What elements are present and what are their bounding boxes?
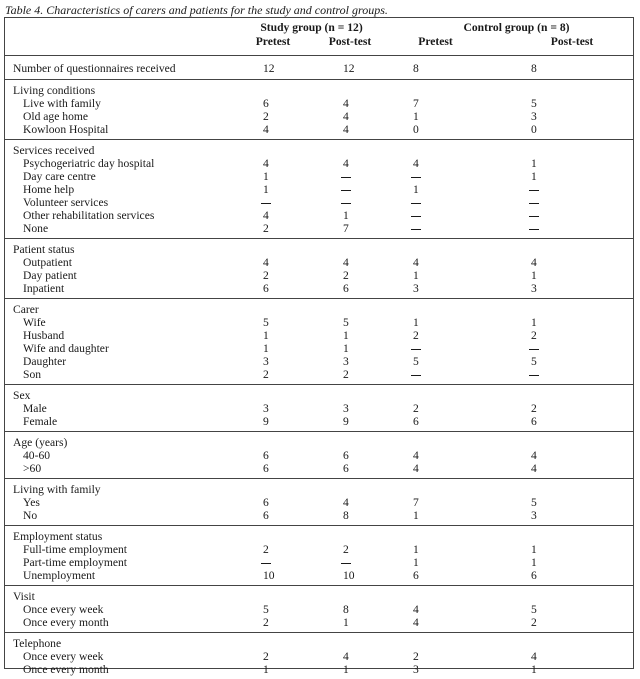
dash-mark xyxy=(411,203,421,204)
table-body xyxy=(4,56,634,679)
study-posttest-cell xyxy=(310,479,389,497)
control-pretest-cell xyxy=(389,196,470,209)
dash-mark xyxy=(529,375,539,376)
group-label: Living with family xyxy=(4,479,232,497)
group-label: Patient status xyxy=(4,239,232,257)
study-pretest-cell xyxy=(232,80,310,98)
study-posttest-cell: 2 xyxy=(310,269,389,282)
row-label: Son xyxy=(4,368,232,385)
table-row xyxy=(4,170,634,183)
row-label: Kowloon Hospital xyxy=(4,123,232,140)
control-pretest-cell: 4 xyxy=(389,462,470,479)
row-label: None xyxy=(4,222,232,239)
row-label: Home help xyxy=(4,183,232,196)
study-pretest-cell: 6 xyxy=(232,282,310,299)
row-label: Part-time employment xyxy=(4,556,232,569)
control-posttest-cell xyxy=(470,209,634,222)
control-pretest-cell: 5 xyxy=(389,355,470,368)
table-row xyxy=(4,256,634,269)
study-posttest-cell: 6 xyxy=(310,449,389,462)
study-posttest-cell xyxy=(310,586,389,604)
study-pretest-cell: 4 xyxy=(232,157,310,170)
group-label: Employment status xyxy=(4,526,232,544)
control-pretest-cell: 4 xyxy=(389,256,470,269)
study-pretest-cell: 5 xyxy=(232,316,310,329)
study-posttest-cell: 6 xyxy=(310,462,389,479)
row-label: Other rehabilitation services xyxy=(4,209,232,222)
study-pretest-cell: 9 xyxy=(232,415,310,432)
control-pretest-cell: 4 xyxy=(389,616,470,633)
study-posttest-cell: 1 xyxy=(310,329,389,342)
study-posttest-cell: 1 xyxy=(310,616,389,633)
group-header-row xyxy=(4,633,634,651)
control-posttest-cell: 1 xyxy=(470,316,634,329)
study-pretest-cell: 12 xyxy=(232,56,310,80)
control-pretest-cell xyxy=(389,80,470,98)
control-posttest-cell: 4 xyxy=(470,256,634,269)
table-row xyxy=(4,110,634,123)
header-blank-2 xyxy=(4,35,232,56)
row-label: Yes xyxy=(4,496,232,509)
control-pretest-cell: 3 xyxy=(389,282,470,299)
study-posttest-cell: 6 xyxy=(310,282,389,299)
study-posttest-cell: 1 xyxy=(310,342,389,355)
control-pretest-cell xyxy=(389,342,470,355)
table-row xyxy=(4,415,634,432)
control-posttest-cell xyxy=(470,432,634,450)
row-label: Number of questionnaires received xyxy=(4,56,232,80)
study-pretest-cell xyxy=(232,432,310,450)
row-label: Husband xyxy=(4,329,232,342)
control-posttest-cell: 1 xyxy=(470,157,634,170)
row-label: Wife xyxy=(4,316,232,329)
row-label: Once every month xyxy=(4,663,232,679)
study-pretest-cell: 2 xyxy=(232,368,310,385)
study-pretest-cell: 4 xyxy=(232,209,310,222)
control-pretest-cell xyxy=(389,209,470,222)
control-posttest-cell: 2 xyxy=(470,616,634,633)
table-row xyxy=(4,97,634,110)
control-pretest-cell xyxy=(389,368,470,385)
control-pretest-cell: 1 xyxy=(389,316,470,329)
study-pretest-cell: 3 xyxy=(232,355,310,368)
control-posttest-cell: 3 xyxy=(470,282,634,299)
control-pretest-cell: 1 xyxy=(389,509,470,526)
study-posttest-cell: 4 xyxy=(310,110,389,123)
control-pretest-cell xyxy=(389,479,470,497)
control-posttest-cell xyxy=(470,239,634,257)
dash-mark xyxy=(411,177,421,178)
control-posttest-cell: 6 xyxy=(470,569,634,586)
table-row xyxy=(4,355,634,368)
study-posttest-cell xyxy=(310,239,389,257)
study-pretest-cell: 2 xyxy=(232,110,310,123)
row-label: Male xyxy=(4,402,232,415)
table-row xyxy=(4,368,634,385)
table-row xyxy=(4,282,634,299)
table-row xyxy=(4,402,634,415)
control-pretest-cell: 6 xyxy=(389,415,470,432)
study-pretest-cell: 2 xyxy=(232,269,310,282)
study-posttest-cell xyxy=(310,556,389,569)
control-pretest-cell: 4 xyxy=(389,449,470,462)
control-pretest-cell xyxy=(389,526,470,544)
study-posttest-cell: 10 xyxy=(310,569,389,586)
dash-mark xyxy=(411,216,421,217)
table-row xyxy=(4,449,634,462)
group-header-row xyxy=(4,80,634,98)
study-posttest-cell: 1 xyxy=(310,209,389,222)
control-posttest-cell xyxy=(470,526,634,544)
row-label: Old age home xyxy=(4,110,232,123)
group-label: Telephone xyxy=(4,633,232,651)
control-pretest-cell: 1 xyxy=(389,543,470,556)
study-posttest-cell xyxy=(310,385,389,403)
study-pretest-cell xyxy=(232,196,310,209)
study-posttest-cell xyxy=(310,140,389,158)
row-label: Inpatient xyxy=(4,282,232,299)
study-posttest-cell xyxy=(310,299,389,317)
row-label: Live with family xyxy=(4,97,232,110)
control-posttest-cell xyxy=(470,183,634,196)
study-pretest-cell: 1 xyxy=(232,663,310,679)
control-pretest-cell: 7 xyxy=(389,97,470,110)
dash-mark xyxy=(341,177,351,178)
study-pretest-cell xyxy=(232,526,310,544)
dash-mark xyxy=(341,190,351,191)
study-pretest-cell: 6 xyxy=(232,449,310,462)
study-posttest-cell xyxy=(310,196,389,209)
study-pretest-cell xyxy=(232,586,310,604)
control-posttest-cell: 1 xyxy=(470,663,634,679)
control-posttest-cell: 3 xyxy=(470,509,634,526)
control-pretest-cell xyxy=(389,586,470,604)
study-pretest-cell: 1 xyxy=(232,170,310,183)
row-label: 40-60 xyxy=(4,449,232,462)
table-row xyxy=(4,123,634,140)
table-row xyxy=(4,543,634,556)
study-pretest-cell: 6 xyxy=(232,496,310,509)
study-posttest-cell xyxy=(310,633,389,651)
study-pretest-cell xyxy=(232,479,310,497)
control-pretest-cell: 1 xyxy=(389,556,470,569)
group-header-row xyxy=(4,432,634,450)
table-row xyxy=(4,616,634,633)
group-label: Visit xyxy=(4,586,232,604)
dash-mark xyxy=(529,216,539,217)
control-posttest-cell xyxy=(470,196,634,209)
study-posttest-cell: 4 xyxy=(310,123,389,140)
control-pretest-cell: 2 xyxy=(389,329,470,342)
study-pretest-cell xyxy=(232,140,310,158)
control-posttest-cell: 4 xyxy=(470,462,634,479)
table-row xyxy=(4,209,634,222)
study-pretest-cell: 4 xyxy=(232,256,310,269)
control-pretest-cell: 1 xyxy=(389,269,470,282)
control-posttest-cell: 4 xyxy=(470,449,634,462)
control-pretest-cell xyxy=(389,239,470,257)
study-posttest-cell: 8 xyxy=(310,603,389,616)
header-control-group: Control group (n = 8) xyxy=(389,17,634,35)
study-pretest-cell: 4 xyxy=(232,123,310,140)
group-header-row xyxy=(4,385,634,403)
group-header-row xyxy=(4,239,634,257)
control-posttest-cell xyxy=(470,385,634,403)
study-posttest-cell: 4 xyxy=(310,496,389,509)
dash-mark xyxy=(411,229,421,230)
control-posttest-cell: 5 xyxy=(470,355,634,368)
study-pretest-cell: 6 xyxy=(232,462,310,479)
table-row xyxy=(4,462,634,479)
group-label: Sex xyxy=(4,385,232,403)
study-posttest-cell: 7 xyxy=(310,222,389,239)
study-posttest-cell: 9 xyxy=(310,415,389,432)
row-label: Daughter xyxy=(4,355,232,368)
dash-mark xyxy=(529,229,539,230)
control-pretest-cell: 2 xyxy=(389,650,470,663)
row-label: Female xyxy=(4,415,232,432)
control-posttest-cell: 1 xyxy=(470,543,634,556)
control-posttest-cell xyxy=(470,299,634,317)
control-posttest-cell xyxy=(470,479,634,497)
row-label: Once every week xyxy=(4,650,232,663)
study-posttest-cell: 8 xyxy=(310,509,389,526)
study-pretest-cell xyxy=(232,633,310,651)
control-posttest-cell: 6 xyxy=(470,415,634,432)
table-row xyxy=(4,196,634,209)
study-posttest-cell: 4 xyxy=(310,256,389,269)
study-pretest-cell: 3 xyxy=(232,402,310,415)
dash-mark xyxy=(341,563,351,564)
study-pretest-cell: 6 xyxy=(232,509,310,526)
study-posttest-cell xyxy=(310,432,389,450)
control-posttest-cell: 4 xyxy=(470,650,634,663)
header-control-pretest: Pretest xyxy=(389,35,470,56)
control-posttest-cell xyxy=(470,368,634,385)
control-posttest-cell xyxy=(470,140,634,158)
study-posttest-cell: 4 xyxy=(310,650,389,663)
header-study-pretest: Pretest xyxy=(232,35,310,56)
table-row xyxy=(4,650,634,663)
control-posttest-cell: 5 xyxy=(470,496,634,509)
study-posttest-cell xyxy=(310,526,389,544)
row-label: Day care centre xyxy=(4,170,232,183)
control-pretest-cell: 1 xyxy=(389,183,470,196)
table-row xyxy=(4,603,634,616)
study-pretest-cell: 2 xyxy=(232,616,310,633)
header-study-posttest: Post-test xyxy=(310,35,389,56)
dash-mark xyxy=(261,203,271,204)
control-pretest-cell: 1 xyxy=(389,110,470,123)
control-pretest-cell: 7 xyxy=(389,496,470,509)
study-pretest-cell: 5 xyxy=(232,603,310,616)
control-pretest-cell xyxy=(389,140,470,158)
control-pretest-cell: 6 xyxy=(389,569,470,586)
dash-mark xyxy=(529,190,539,191)
table-row xyxy=(4,663,634,679)
group-label: Age (years) xyxy=(4,432,232,450)
study-pretest-cell xyxy=(232,299,310,317)
study-posttest-cell: 1 xyxy=(310,663,389,679)
study-posttest-cell: 2 xyxy=(310,368,389,385)
study-pretest-cell: 1 xyxy=(232,342,310,355)
study-posttest-cell xyxy=(310,170,389,183)
control-pretest-cell xyxy=(389,432,470,450)
study-pretest-cell: 1 xyxy=(232,329,310,342)
study-posttest-cell: 12 xyxy=(310,56,389,80)
control-posttest-cell: 1 xyxy=(470,170,634,183)
control-pretest-cell: 2 xyxy=(389,402,470,415)
study-posttest-cell: 4 xyxy=(310,97,389,110)
table-row xyxy=(4,509,634,526)
header-control-posttest: Post-test xyxy=(470,35,634,56)
header-study-group: Study group (n = 12) xyxy=(232,17,389,35)
table-row xyxy=(4,157,634,170)
group-header-row xyxy=(4,586,634,604)
control-posttest-cell xyxy=(470,222,634,239)
study-pretest-cell: 10 xyxy=(232,569,310,586)
study-pretest-cell: 1 xyxy=(232,183,310,196)
control-pretest-cell: 0 xyxy=(389,123,470,140)
group-label: Carer xyxy=(4,299,232,317)
dash-mark xyxy=(529,349,539,350)
table-row xyxy=(4,342,634,355)
group-label: Services received xyxy=(4,140,232,158)
control-pretest-cell xyxy=(389,385,470,403)
group-header-row xyxy=(4,479,634,497)
table-caption: Table 4. Characteristics of carers and patients for the study and control groups. xyxy=(5,3,388,18)
control-posttest-cell: 1 xyxy=(470,269,634,282)
control-posttest-cell: 5 xyxy=(470,603,634,616)
control-posttest-cell: 1 xyxy=(470,556,634,569)
row-label: Volunteer services xyxy=(4,196,232,209)
control-pretest-cell: 3 xyxy=(389,663,470,679)
row-label: No xyxy=(4,509,232,526)
study-posttest-cell: 3 xyxy=(310,402,389,415)
table-row xyxy=(4,329,634,342)
study-posttest-cell: 3 xyxy=(310,355,389,368)
group-label: Living conditions xyxy=(4,80,232,98)
row-label: Once every month xyxy=(4,616,232,633)
control-posttest-cell: 2 xyxy=(470,402,634,415)
control-pretest-cell xyxy=(389,633,470,651)
table-row xyxy=(4,56,634,80)
row-label: Wife and daughter xyxy=(4,342,232,355)
row-label: Once every week xyxy=(4,603,232,616)
study-pretest-cell: 2 xyxy=(232,543,310,556)
study-posttest-cell: 5 xyxy=(310,316,389,329)
row-label: Unemployment xyxy=(4,569,232,586)
control-pretest-cell: 4 xyxy=(389,603,470,616)
table-row xyxy=(4,183,634,196)
study-posttest-cell xyxy=(310,183,389,196)
table-row xyxy=(4,316,634,329)
control-pretest-cell: 4 xyxy=(389,157,470,170)
row-label: Day patient xyxy=(4,269,232,282)
table-row xyxy=(4,222,634,239)
study-pretest-cell xyxy=(232,239,310,257)
dash-mark xyxy=(529,203,539,204)
control-posttest-cell xyxy=(470,586,634,604)
table-row xyxy=(4,556,634,569)
dash-mark xyxy=(261,563,271,564)
group-header-row xyxy=(4,526,634,544)
study-posttest-cell: 4 xyxy=(310,157,389,170)
dash-mark xyxy=(411,349,421,350)
control-pretest-cell xyxy=(389,170,470,183)
control-pretest-cell xyxy=(389,299,470,317)
row-label: >60 xyxy=(4,462,232,479)
control-posttest-cell: 3 xyxy=(470,110,634,123)
group-header-row xyxy=(4,140,634,158)
row-label: Outpatient xyxy=(4,256,232,269)
control-posttest-cell: 2 xyxy=(470,329,634,342)
table-row xyxy=(4,569,634,586)
table-row xyxy=(4,269,634,282)
row-label: Psychogeriatric day hospital xyxy=(4,157,232,170)
control-pretest-cell: 8 xyxy=(389,56,470,80)
header-blank xyxy=(4,17,232,35)
study-pretest-cell: 6 xyxy=(232,97,310,110)
control-posttest-cell xyxy=(470,80,634,98)
control-pretest-cell xyxy=(389,222,470,239)
study-pretest-cell: 2 xyxy=(232,222,310,239)
study-pretest-cell xyxy=(232,556,310,569)
row-label: Full-time employment xyxy=(4,543,232,556)
dash-mark xyxy=(411,375,421,376)
control-posttest-cell: 5 xyxy=(470,97,634,110)
table-row xyxy=(4,496,634,509)
dash-mark xyxy=(341,203,351,204)
group-header-row xyxy=(4,299,634,317)
study-pretest-cell: 2 xyxy=(232,650,310,663)
study-posttest-cell: 2 xyxy=(310,543,389,556)
control-posttest-cell: 0 xyxy=(470,123,634,140)
control-posttest-cell: 8 xyxy=(470,56,634,80)
control-posttest-cell xyxy=(470,633,634,651)
characteristics-table xyxy=(4,17,634,679)
control-posttest-cell xyxy=(470,342,634,355)
study-pretest-cell xyxy=(232,385,310,403)
study-posttest-cell xyxy=(310,80,389,98)
